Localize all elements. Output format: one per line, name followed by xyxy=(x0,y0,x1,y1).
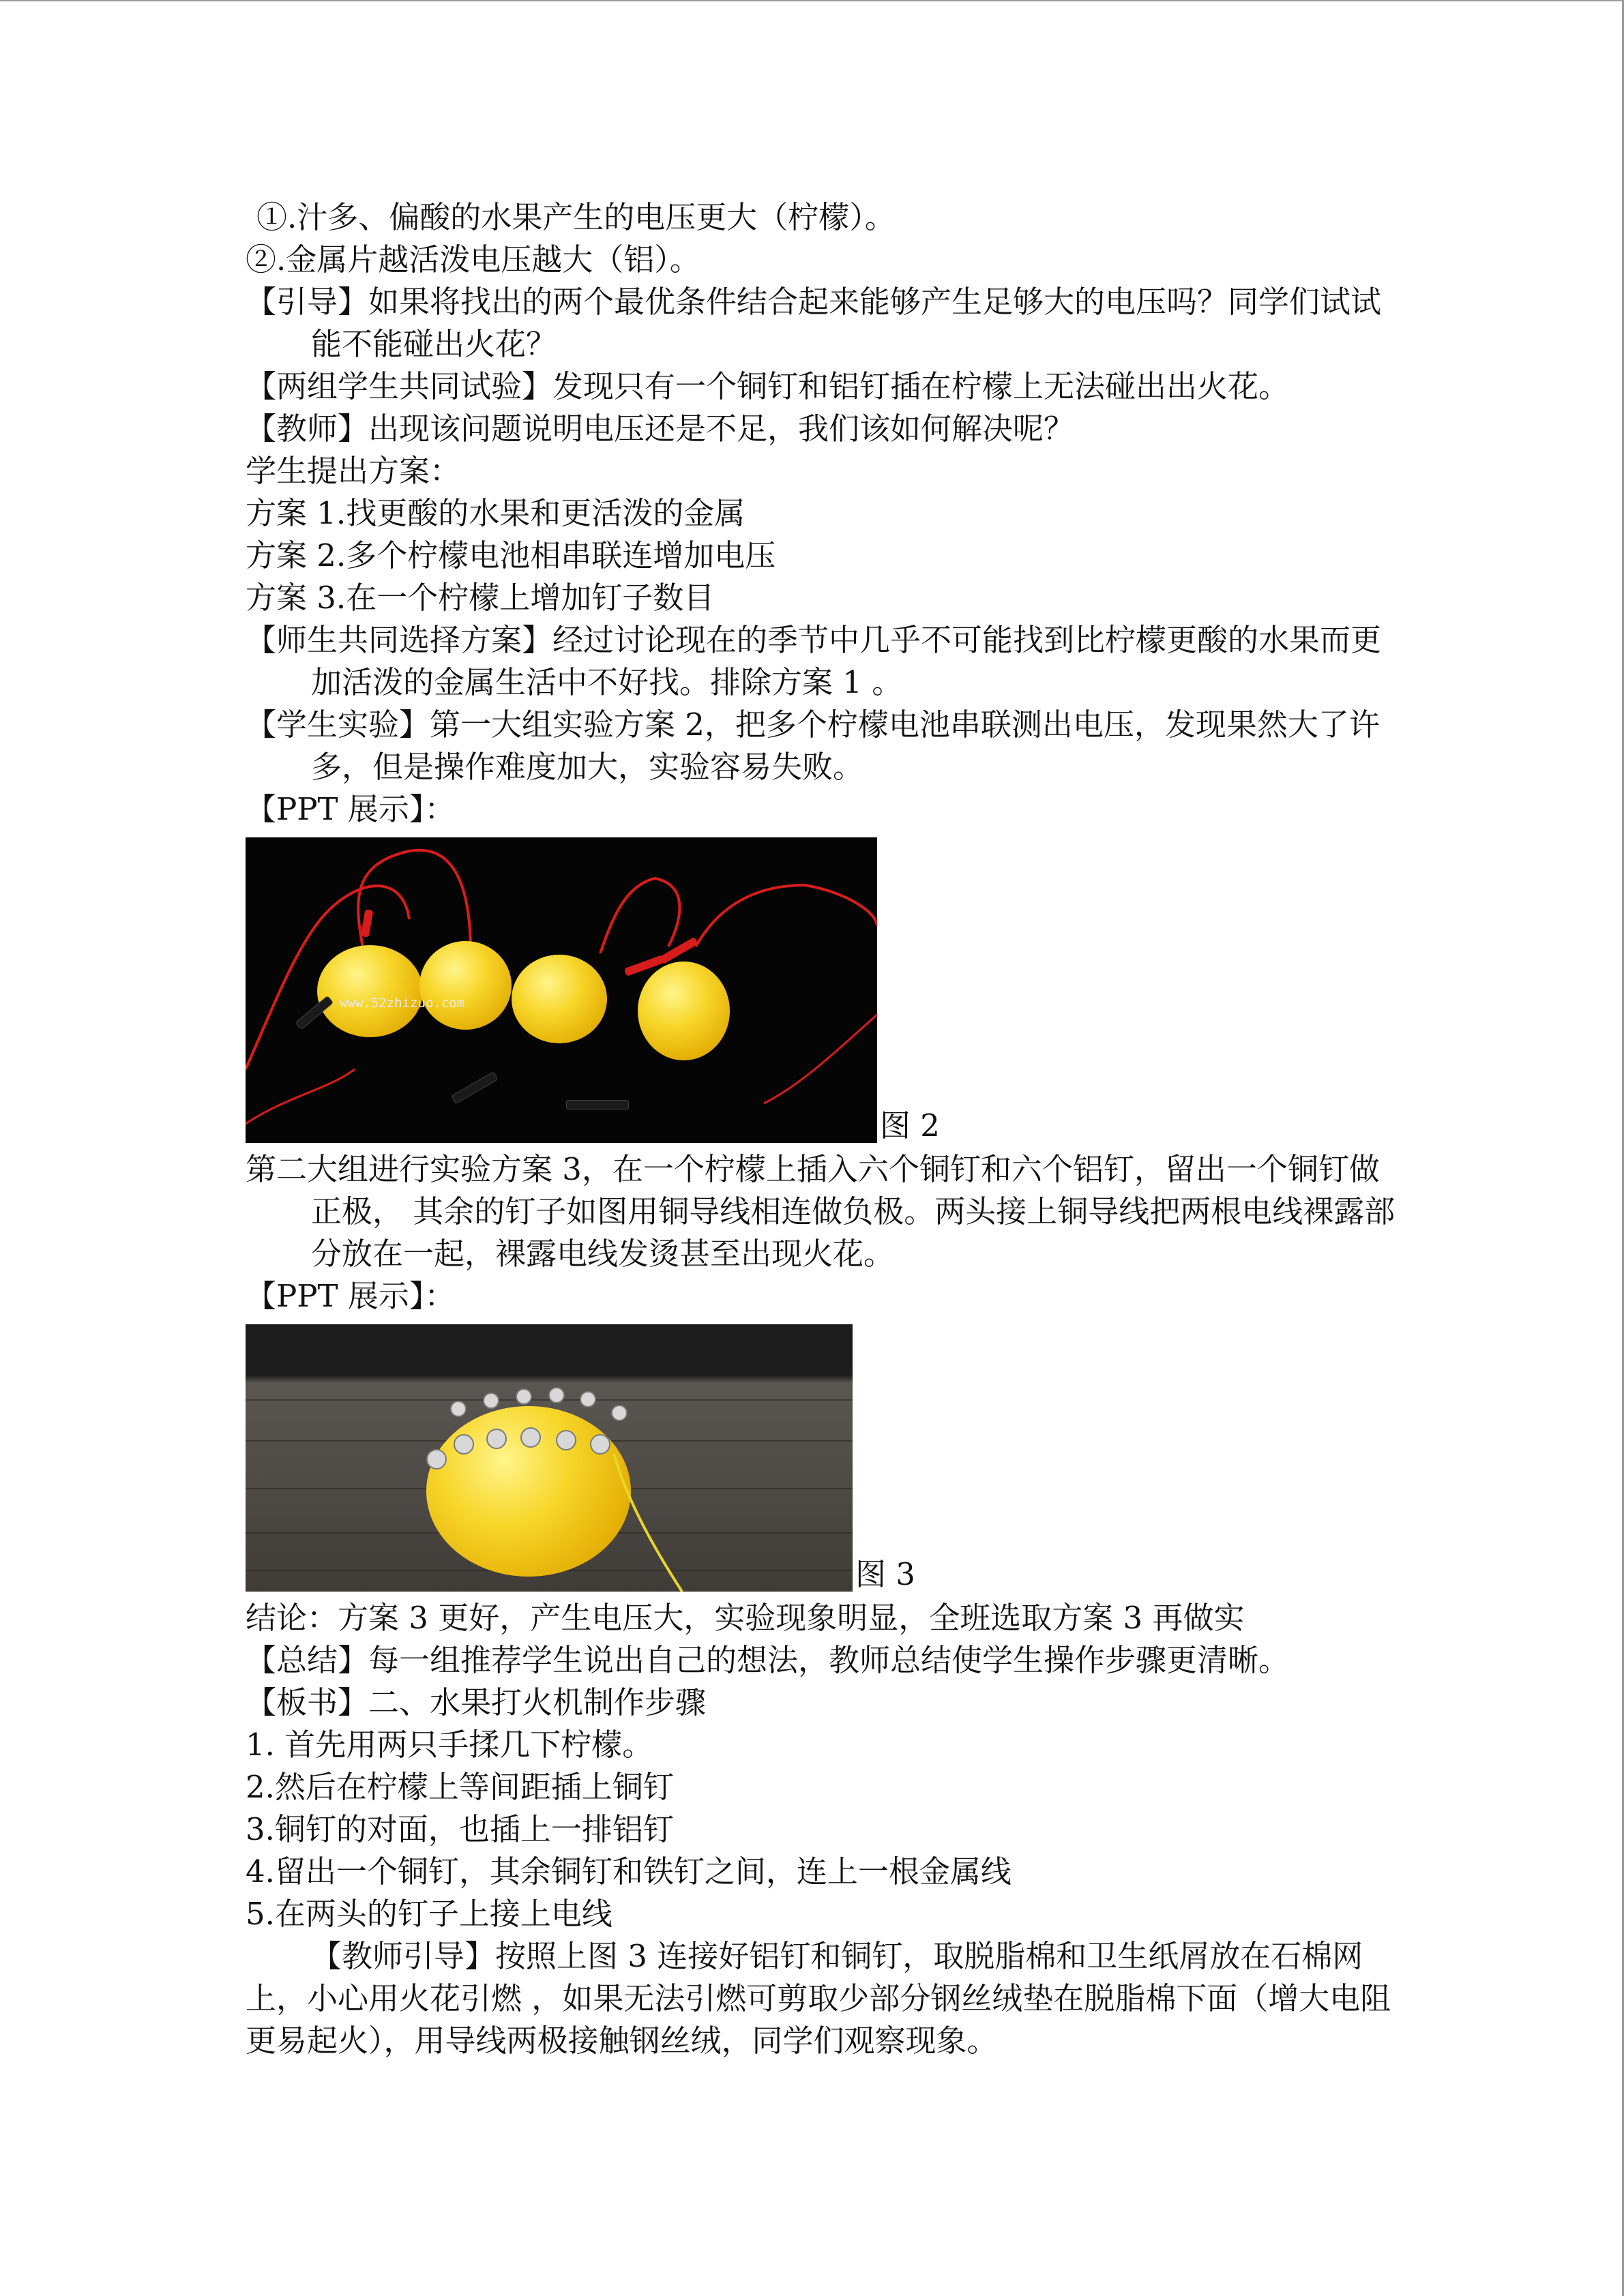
lemon-4-icon xyxy=(638,961,730,1060)
lemon-nails-photo xyxy=(246,1324,853,1592)
plan-1: 方案 1.找更酸的水果和更活泼的金属 xyxy=(246,495,745,531)
plan-selection-paragraph: 【师生共同选择方案】经过讨论现在的季节中几乎不可能找到比柠檬更酸的水果而更加活泼的金属生活中不好找。排除方案 1 。 xyxy=(246,622,1382,700)
guide-paragraph: 【引导】如果将找出的两个最优条件结合起来能够产生足够大的电压吗？同学们试试能不能碰出火花？ xyxy=(246,284,1382,362)
conclusion-item-2: ②.金属片越活泼电压越大（铝）。 xyxy=(246,241,700,278)
plan-2: 方案 2.多个柠檬电池相串联连增加电压 xyxy=(246,537,776,573)
step-3: 3.铜钉的对面，也插上一排铝钉 xyxy=(246,1811,674,1847)
teacher-guide-paragraph: 【教师引导】按照上图 3 连接好铝钉和铜钉，取脱脂棉和卫生纸屑放在石棉网上，小心用火花引燃 ，如果无法引燃可剪取少部分钢丝绒垫在脱脂棉下面（增大电阻更易起火），用导线两极接触钢丝绒，同学们观察现象。 xyxy=(246,1938,1391,2059)
student-experiment-paragraph: 【学生实验】第一大组实验方案 2，把多个柠檬电池串联测出电压，发现果然大了许多，但是操作难度加大，实验容易失败。 xyxy=(246,706,1380,785)
watermark-text: www.52zhizuo.com xyxy=(340,996,465,1011)
step-4: 4.留出一个铜钉，其余铜钉和铁钉之间，连上一根金属线 xyxy=(246,1853,1012,1890)
document-body xyxy=(246,196,1398,2062)
step-5: 5.在两头的钉子上接上电线 xyxy=(246,1896,612,1932)
conclusion-paragraph: 结论：方案 3 更好，产生电压大，实验现象明显，全班选取方案 3 再做实 xyxy=(246,1600,1245,1636)
nails-icon xyxy=(246,1324,853,1592)
summary-paragraph: 【总结】每一组推荐学生说出自己的想法，教师总结使学生操作步骤更清晰。 xyxy=(246,1642,1290,1678)
ppt-show-label-2: 【PPT 展示】： xyxy=(246,1278,456,1314)
lemon-series-photo xyxy=(246,837,877,1143)
lemon-1-icon xyxy=(317,945,423,1037)
conclusion-item-1: ①.汁多、偏酸的水果产生的电压更大（柠檬）。 xyxy=(256,199,896,235)
lemon-3-icon xyxy=(512,955,607,1043)
page-top-border xyxy=(0,0,1624,1)
board-heading: 【板书】二、水果打火机制作步骤 xyxy=(246,1684,707,1720)
lemon-2-icon xyxy=(419,941,512,1030)
figure-3-caption: 图 3 xyxy=(855,1556,915,1592)
student-plans-heading: 学生提出方案： xyxy=(246,453,461,489)
figure-2 xyxy=(246,837,1398,1143)
step-1: 1. 首先用两只手揉几下柠檬。 xyxy=(246,1727,653,1763)
plan-3: 方案 3.在一个柠檬上增加钉子数目 xyxy=(246,580,715,616)
figure-3 xyxy=(246,1324,1398,1592)
teacher-question: 【教师】出现该问题说明电压还是不足，我们该如何解决呢？ xyxy=(246,411,1075,447)
group-test-paragraph: 【两组学生共同试验】发现只有一个铜钉和铝钉插在柠檬上无法碰出出火花。 xyxy=(246,368,1290,404)
step-2: 2.然后在柠檬上等间距插上铜钉 xyxy=(246,1769,674,1805)
group-2-experiment-paragraph: 第二大组进行实验方案 3，在一个柠檬上插入六个铜钉和六个铝钉，留出一个铜钉做正极， 其余的钉子如图用铜导线相连做负极。两头接上铜导线把两根电线裸露部分放在一起，裸露电线发烫甚至出现火花。 xyxy=(246,1151,1396,1272)
black-clip-icon xyxy=(566,1100,629,1109)
figure-2-caption: 图 2 xyxy=(880,1107,940,1144)
ppt-show-label-1: 【PPT 展示】： xyxy=(246,791,456,827)
